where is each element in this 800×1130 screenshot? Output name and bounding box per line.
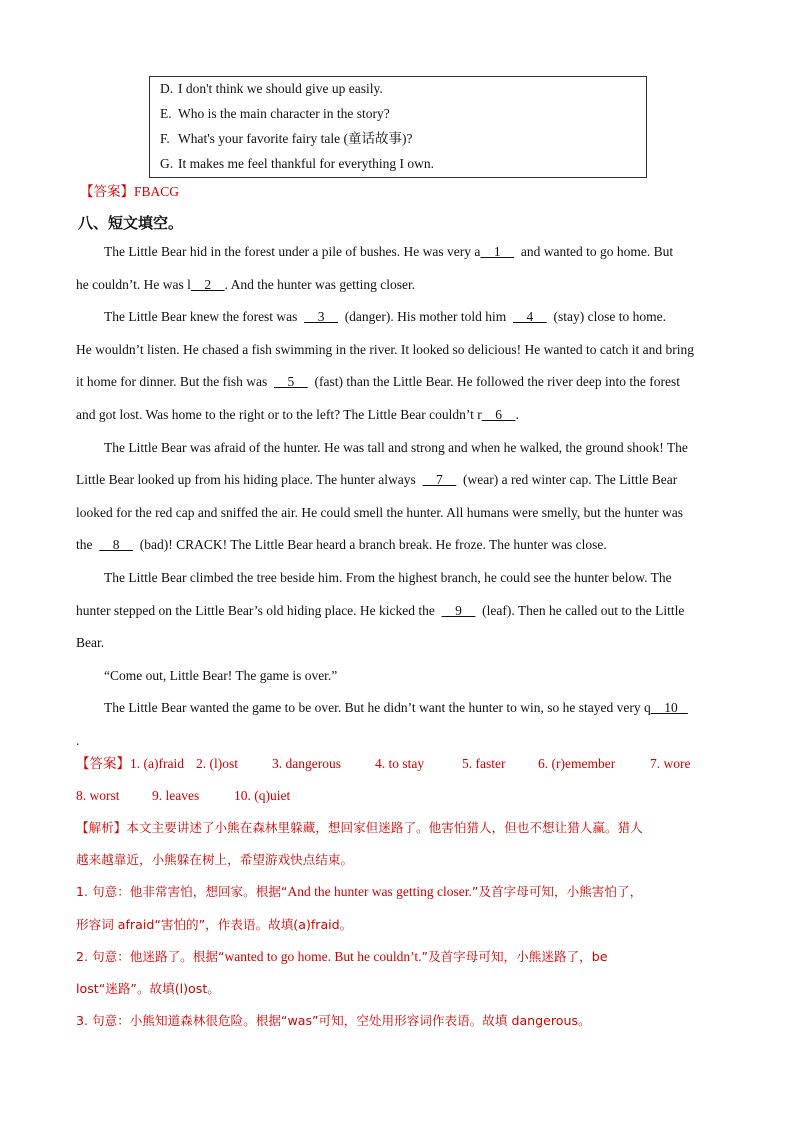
analysis-text: ”及首字母可知，小熊害怕了，: [471, 884, 643, 900]
passage-text: the: [76, 537, 93, 553]
passage-line: [76, 497, 722, 530]
passage-text: The Little Bear climbed the tree beside him. From the highest branch, he could see the hunter below. The: [104, 569, 672, 585]
passage-text: hunter stepped on the Little Bear’s old hiding place. He kicked the: [76, 602, 435, 618]
previous-answer: 【答案】FBACG: [80, 184, 180, 199]
analysis-line: 【解析】本文主要讲述了小熊在森林里躲藏，想回家但迷路了。他害怕猎人，但也不想让猎人赢。猎人: [76, 820, 643, 835]
blank-9: 9: [441, 602, 476, 618]
passage-line: [76, 236, 722, 269]
passage-text: Little Bear looked up from his hiding place. The hunter always: [76, 472, 416, 488]
answer-item: 6. (r)emember: [538, 756, 616, 771]
option-letter: G.: [160, 156, 174, 171]
passage-line: [76, 595, 722, 628]
option-text: I don't think we should give up easily.: [178, 81, 383, 96]
answer-label: 【答案】: [76, 756, 130, 771]
option-g: [160, 154, 646, 179]
answer-item: 7. wore: [650, 756, 691, 771]
answer-item: 8. worst: [76, 788, 120, 803]
analysis-line: [76, 941, 722, 973]
passage-text: (fast) than the Little Bear. He followed the river deep into the forest: [314, 374, 680, 390]
blank-10: 10: [650, 700, 688, 716]
analysis-text: ”及首字母可知，小熊迷路了，be: [421, 948, 608, 964]
answer-line: [76, 748, 722, 780]
answer-item: 1. (a)fraid: [130, 756, 184, 771]
passage-text: The Little Bear was afraid of the hunter. He was tall and strong and when he walked, the ground shook! The: [104, 439, 688, 455]
passage-text: he couldn’t. He was l: [76, 276, 191, 292]
passage-line: [76, 399, 722, 432]
analysis-line: 形容词 afraid“害怕的”，作表语。故填(a)fraid。: [76, 916, 353, 932]
analysis-text: 1. 句意：他非常害怕，想回家。根据“: [76, 884, 288, 900]
passage-text: (bad)! CRACK! The Little Bear heard a branch break. He froze. The hunter was close.: [139, 537, 607, 553]
passage-line: [76, 366, 722, 399]
passage-text: (danger). His mother told him: [344, 309, 507, 325]
blank-7: 7: [422, 472, 457, 488]
passage-text: looked for the red cap and sniffed the air. He could smell the hunter. All humans were smelly, but the hunter was: [76, 504, 683, 520]
passage: [76, 236, 722, 758]
passage-line: [76, 464, 722, 497]
option-text: What's your favorite fairy tale (童话故事)?: [178, 131, 413, 146]
analysis-quote: And the hunter was getting closer.: [287, 884, 472, 900]
answer-item: 4. to stay: [375, 756, 425, 771]
analysis-block: [76, 812, 722, 1037]
passage-text: it home for dinner. But the fish was: [76, 374, 268, 390]
passage-line: [76, 692, 722, 725]
passage-text: (leaf). Then he called out to the Little: [482, 602, 685, 618]
option-text: It makes me feel thankful for everything I own.: [178, 156, 435, 171]
analysis-line: [76, 876, 722, 908]
answer-item: 9. leaves: [152, 788, 200, 803]
passage-line: [76, 562, 722, 595]
blank-2: 2: [190, 276, 225, 292]
option-letter: E.: [160, 106, 172, 121]
blank-8: 8: [99, 537, 133, 553]
analysis-line: 3. 句意：小熊知道森林很危险。根据“was”可知，空处用形容词作表语。故填 dangerous。: [76, 1013, 591, 1029]
option-text: Who is the main character in the story?: [178, 106, 390, 121]
passage-text: He wouldn’t listen. He chased a fish swimming in the river. It looked so delicious! He wanted to catch it and bring: [76, 341, 694, 357]
passage-text: and wanted to go home. But: [520, 244, 674, 259]
option-e: [160, 104, 646, 129]
options-box: [149, 76, 647, 178]
analysis-line: 越来越靠近，小熊躲在树上，希望游戏快点结束。: [76, 852, 354, 868]
answer-block: [76, 748, 722, 812]
answer-item: 2. (l)ost: [196, 756, 238, 771]
passage-text: The Little Bear wanted the game to be over. But he didn’t want the hunter to win, so he stayed very q: [104, 700, 651, 716]
passage-line: [76, 627, 722, 660]
passage-line: [76, 660, 722, 693]
answer-item: 3. dangerous: [272, 756, 341, 771]
passage-line: [76, 334, 722, 367]
blank-5: 5: [273, 374, 308, 390]
passage-text: and got lost. Was home to the right or to the left? The Little Bear couldn’t r: [76, 406, 482, 422]
passage-text: The Little Bear knew the forest was: [104, 309, 298, 325]
passage-text: The Little Bear hid in the forest under a pile of bushes. He was very a: [104, 244, 481, 259]
analysis-quote: wanted to go home. But he couldn’t.: [224, 948, 422, 964]
passage-text: .: [515, 406, 519, 422]
analysis-line: lost“迷路”。故填(l)ost。: [76, 980, 220, 996]
blank-4: 4: [513, 309, 547, 325]
answer-line: [76, 780, 722, 812]
blank-3: 3: [304, 309, 338, 325]
passage-text: Bear.: [76, 635, 105, 651]
passage-line: [76, 301, 722, 334]
answer-item: 10. (q)uiet: [234, 788, 291, 803]
passage-text: (stay) close to home.: [553, 309, 667, 325]
option-d: [160, 79, 646, 104]
answer-item: 5. faster: [462, 756, 506, 771]
section-title: 八、短文填空。: [78, 214, 184, 232]
passage-line: [76, 269, 722, 302]
analysis-text: 2. 句意：他迷路了。根据“: [76, 948, 225, 964]
option-letter: F.: [160, 131, 170, 146]
passage-text: “Come out, Little Bear! The game is over.”: [104, 667, 338, 683]
passage-line: [76, 529, 722, 562]
option-f: [160, 129, 646, 154]
passage-line: [76, 432, 722, 465]
blank-1: 1: [480, 244, 515, 259]
option-letter: D.: [160, 81, 174, 96]
passage-text: (wear) a red winter cap. The Little Bear: [463, 472, 678, 488]
blank-6: 6: [481, 406, 516, 422]
passage-text: .: [76, 732, 80, 748]
passage-text: . And the hunter was getting closer.: [224, 276, 416, 292]
